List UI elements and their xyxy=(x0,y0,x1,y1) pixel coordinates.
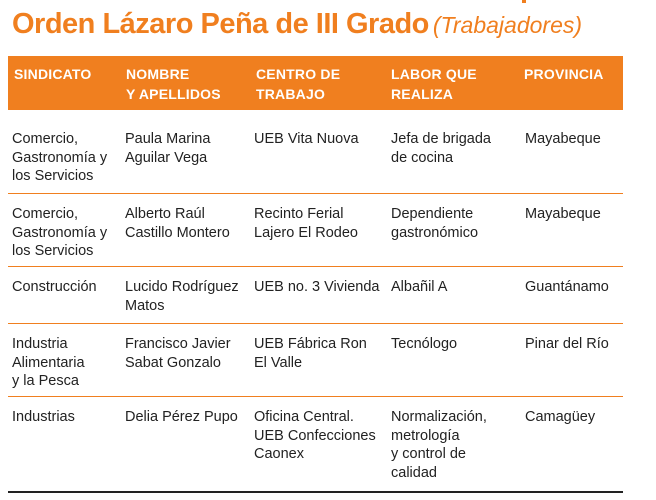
header-nombre: NOMBRE Y APELLIDOS xyxy=(126,66,221,102)
cell-sindicato: Industria Alimentaria y la Pesca xyxy=(12,336,85,389)
table-row xyxy=(8,324,623,397)
title-main: Orden Lázaro Peña de III Grado xyxy=(12,8,429,40)
table-row xyxy=(8,397,623,493)
cell-nombre: Delia Pérez Pupo xyxy=(125,409,238,425)
cell-nombre: Alberto Raúl Castillo Montero xyxy=(125,206,230,241)
cell-centro: UEB Vita Nuova xyxy=(254,131,359,147)
header-centro: CENTRO DE TRABAJO xyxy=(256,66,341,102)
cell-labor: Tecnólogo xyxy=(391,336,458,352)
cell-provincia: Guantánamo xyxy=(525,279,609,295)
cell-centro: UEB Fábrica Ron El Valle xyxy=(254,336,367,371)
table-row xyxy=(8,126,623,194)
title-subtitle: (Trabajadores) xyxy=(432,12,583,38)
cell-nombre: Paula Marina Aguilar Vega xyxy=(125,131,211,166)
cell-provincia: Mayabeque xyxy=(525,206,601,222)
cell-centro: Recinto Ferial Lajero El Rodeo xyxy=(254,206,358,241)
cell-nombre: Francisco Javier Sabat Gonzalo xyxy=(125,336,231,371)
cell-nombre: Lucido Rodríguez Matos xyxy=(125,279,239,314)
cell-labor: Normalización, metrología y control de calidad xyxy=(391,409,487,481)
cell-labor: Dependiente gastronómico xyxy=(391,206,479,241)
page-title xyxy=(12,6,582,47)
cell-centro: UEB no. 3 Vivienda xyxy=(254,279,380,295)
awards-table xyxy=(8,56,623,493)
table-row xyxy=(8,194,623,267)
cell-provincia: Camagüey xyxy=(525,409,596,425)
cell-labor: Jefa de brigada de cocina xyxy=(391,131,491,166)
header-sindicato: SINDICATO xyxy=(14,66,92,82)
decorative-mark xyxy=(522,0,526,3)
cell-labor: Albañil A xyxy=(391,279,448,295)
cell-sindicato: Comercio, Gastronomía y los Servicios xyxy=(12,131,108,184)
table-row xyxy=(8,267,623,324)
cell-sindicato: Construcción xyxy=(12,279,97,295)
table-header xyxy=(8,56,623,110)
cell-centro: Oficina Central. UEB Confecciones Caonex xyxy=(254,409,376,462)
header-provincia: PROVINCIA xyxy=(524,66,604,82)
cell-sindicato: Industrias xyxy=(12,409,75,425)
cell-provincia: Pinar del Río xyxy=(525,336,609,352)
cell-provincia: Mayabeque xyxy=(525,131,601,147)
cell-sindicato: Comercio, Gastronomía y los Servicios xyxy=(12,206,108,259)
header-labor: LABOR QUE REALIZA xyxy=(391,66,477,102)
